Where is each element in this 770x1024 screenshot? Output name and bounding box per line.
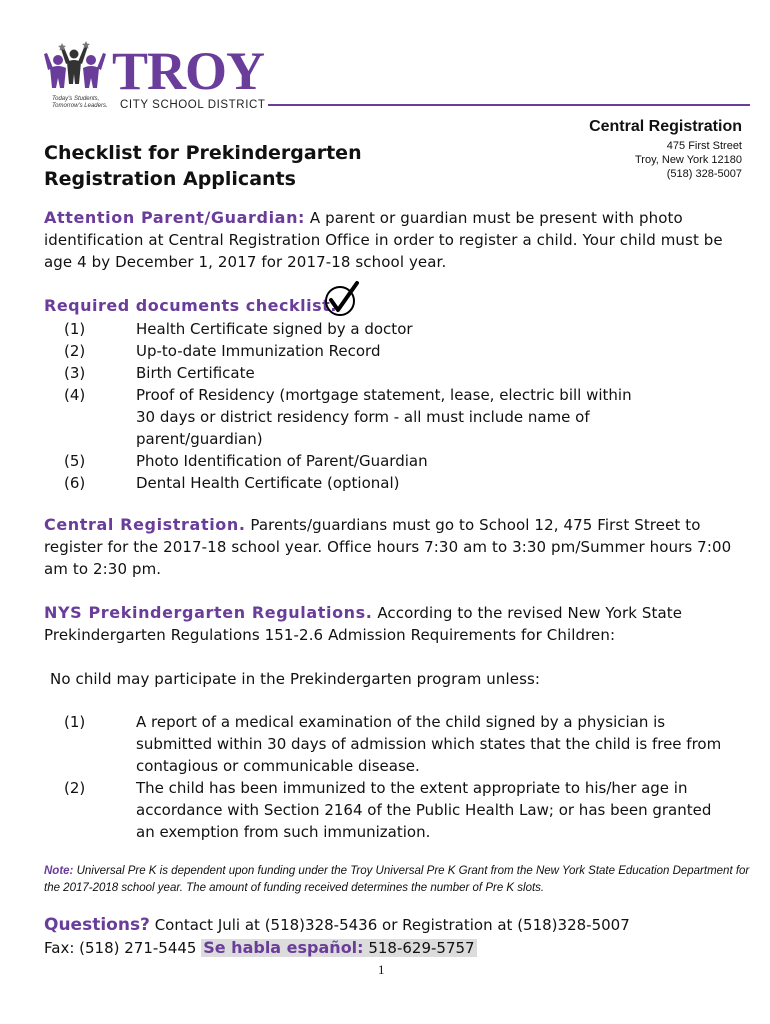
list-item [64, 384, 724, 450]
item-text: Health Certificate signed by a doctor [136, 320, 413, 338]
office-title: Central Registration [589, 118, 742, 135]
logo-tagline [52, 96, 108, 110]
unless-statement: No child may participate in the Prekindergarten program unless: [50, 670, 541, 688]
tagline-line-2: Tomorrow's Leaders. [52, 103, 108, 109]
questions-line [44, 914, 630, 936]
required-heading: Required documents checklist: [44, 296, 338, 315]
item-number: (6) [64, 474, 86, 492]
header-divider [268, 104, 750, 106]
central-text: Parents/guardians must go to School 12, 475 First Street to register for the 2017-18 school year. Office hours 7:30 am to 3:30 pm/Summer hours 7:00 am to 2:30 pm. [44, 516, 732, 578]
note-text: Universal Pre K is dependent upon funding under the Troy Universal Pre K Grant from the New York State Education Department for the 2017-2018 school year. The amount of funding received determines the number of Pre K slots. [44, 865, 750, 894]
questions-lead: Questions? [44, 915, 150, 935]
page-title [44, 140, 362, 192]
item-text: Proof of Residency (mortgage statement, lease, electric bill within 30 days or district residency form - all must include name of parent/guardian) [136, 386, 632, 448]
attention-paragraph [44, 207, 744, 273]
list-item [64, 340, 724, 362]
page-number: 1 [378, 962, 385, 977]
item-number: (3) [64, 364, 86, 382]
spanish-phone: 518-629-5757 [363, 939, 475, 957]
nys-text: According to the revised New York State Prekindergarten Regulations 151-2.6 Admission Requirements for Children: [44, 604, 683, 644]
item-number: (2) [64, 779, 86, 797]
admission-conditions-list [64, 711, 724, 843]
spanish-contact [201, 939, 476, 957]
item-number: (1) [64, 713, 86, 731]
central-lead: Central Registration. [44, 515, 246, 534]
spanish-lead: Se habla español: [203, 938, 364, 957]
list-item [64, 362, 724, 384]
required-documents-list [64, 318, 724, 494]
central-registration-paragraph [44, 514, 744, 580]
item-number: (2) [64, 342, 86, 360]
item-number: (4) [64, 386, 86, 404]
fax-line [44, 937, 477, 959]
logo-subtitle: CITY SCHOOL DISTRICT [120, 99, 266, 111]
list-item [64, 472, 724, 494]
title-line-2: Registration Applicants [44, 168, 296, 190]
address-line-1: 475 First Street [666, 140, 742, 152]
fax-text: Fax: (518) 271-5445 [44, 939, 202, 957]
attention-lead: Attention Parent/Guardian: [44, 208, 306, 227]
questions-text: Contact Juli at (518)328-5436 or Registration at (518)328-5007 [149, 916, 630, 934]
item-text: Birth Certificate [136, 364, 255, 382]
office-address [635, 139, 742, 181]
list-item [64, 711, 724, 777]
office-phone: (518) 328-5007 [666, 168, 742, 180]
item-text: Up-to-date Immunization Record [136, 342, 381, 360]
title-line-1: Checklist for Prekindergarten [44, 142, 362, 164]
checkmark-icon [323, 280, 361, 318]
address-line-2: Troy, New York 12180 [634, 154, 742, 166]
item-number: (1) [64, 320, 86, 338]
item-number: (5) [64, 452, 86, 470]
funding-note [44, 863, 750, 897]
attention-text: A parent or guardian must be present with photo identification at Central Registration Office in order to register a child. Your child must be age 4 by December 1, 2017 for 2017-18 school year. [44, 209, 723, 271]
note-lead: Note: [44, 865, 74, 877]
item-text: A report of a medical examination of the child signed by a physician is submitted within 30 days of admission which states that the child is free from contagious or communicable disease. [136, 713, 722, 775]
logo-wordmark: TROY [112, 41, 265, 101]
list-item [64, 318, 724, 340]
nys-lead: NYS Prekindergarten Regulations. [44, 603, 373, 622]
nys-regulations-paragraph [44, 602, 744, 646]
list-item [64, 777, 724, 843]
tagline-line-1: Today's Students, [52, 96, 100, 102]
item-text: Dental Health Certificate (optional) [136, 474, 400, 492]
item-text: The child has been immunized to the extent appropriate to his/her age in accordance with Section 2164 of the Public Health Law; or has been granted an exemption from such immunization. [136, 779, 712, 841]
item-text: Photo Identification of Parent/Guardian [136, 452, 428, 470]
list-item [64, 450, 724, 472]
